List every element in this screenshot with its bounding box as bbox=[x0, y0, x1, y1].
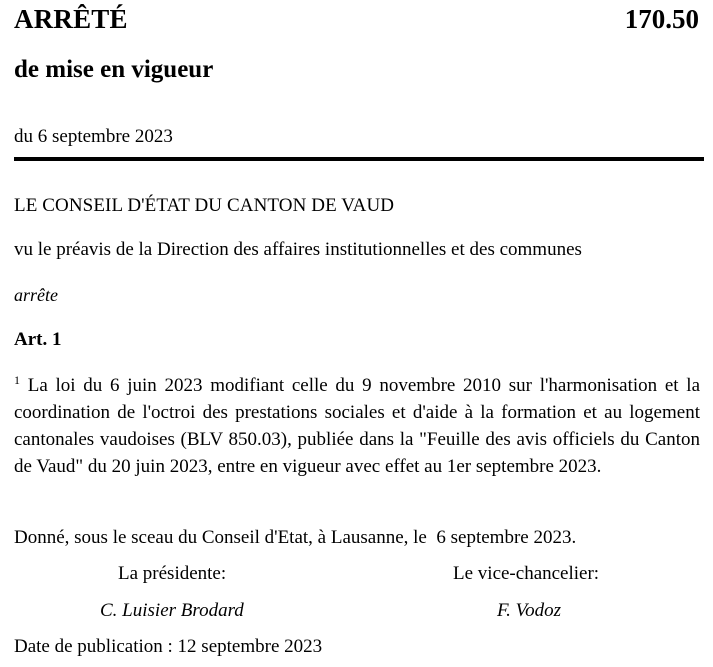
article-paragraph bbox=[14, 372, 700, 480]
header-divider bbox=[14, 157, 704, 161]
paragraph-marker: 1 bbox=[14, 373, 20, 387]
paragraph-text: La loi du 6 juin 2023 modifiant celle du 9 novembre 2010 sur l'harmonisation et la coordination de l'octroi des prestations sociales et d'aide à la formation et au logement cantonales vaudoises (BLV 850.03), publiée dans la "Feuille des avis officiels du Canton de Vaud" du 20 juin 2023, entre en vigueur avec effet au 1er septembre 2023. bbox=[14, 375, 700, 477]
publication-date: Date de publication : 12 septembre 2023 bbox=[14, 636, 323, 657]
vice-chancellor-title: Le vice-chancelier: bbox=[453, 563, 600, 584]
vice-chancellor-name: F. Vodoz bbox=[497, 600, 562, 621]
document-subtitle: de mise en vigueur bbox=[14, 56, 214, 83]
document-title: ARRÊTÉ bbox=[14, 4, 128, 34]
given-statement: Donné, sous le sceau du Conseil d'Etat, à Lausanne, le 6 septembre 2023. bbox=[14, 527, 577, 548]
document-number: 170.50 bbox=[624, 4, 699, 34]
president-name: C. Luisier Brodard bbox=[100, 600, 244, 621]
president-title: La présidente: bbox=[118, 563, 227, 584]
decree-word: arrête bbox=[14, 285, 58, 305]
article-heading: Art. 1 bbox=[14, 329, 62, 350]
issuing-authority: LE CONSEIL D'ÉTAT DU CANTON DE VAUD bbox=[14, 195, 395, 216]
preavis-line: vu le préavis de la Direction des affaires institutionnelles et des communes bbox=[14, 239, 582, 260]
document-date: du 6 septembre 2023 bbox=[14, 126, 173, 147]
